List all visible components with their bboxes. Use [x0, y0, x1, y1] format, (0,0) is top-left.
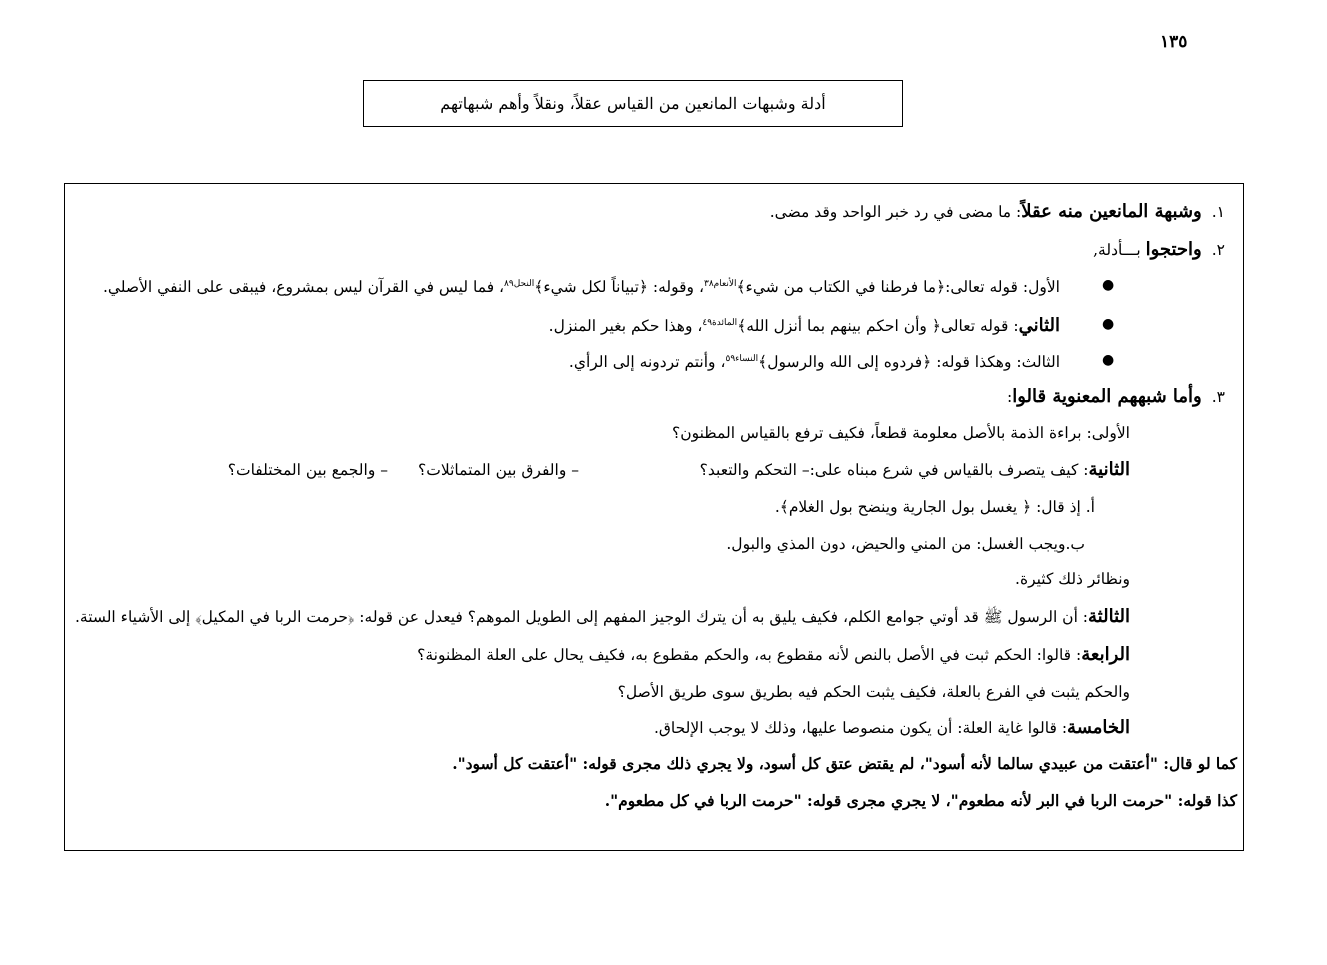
sub-item: ونظائر ذلك كثيرة.: [1015, 570, 1130, 588]
sub-text: : قالوا: الحكم ثبت في الأصل بالنص لأنه مقطوع به، والحكم مقطوع به، فكيف يحال على العلة المظنونة؟: [417, 646, 1082, 664]
verse-reference: النساء٥٩: [725, 354, 759, 364]
bullet-item: [103, 272, 1060, 299]
bullet-icon: ●: [1102, 352, 1115, 368]
bullet-heading: الثاني: [1018, 315, 1060, 337]
sub-column: – والفرق بين المتماثلات؟: [418, 461, 579, 479]
verse-reference: المائدة٤٩: [702, 318, 738, 328]
item-text: بـــأدلة,: [1093, 241, 1146, 259]
bullet-item: [549, 311, 1060, 338]
item-heading: واحتجوا: [1145, 239, 1202, 260]
sub-text: : أن الرسول ﷺ قد أوتي جوامع الكلم، فكيف يليق به أن يترك الوجيز المفهم إلى الطويل الموهم؟ فيعدل عن قوله: ﴿حرمت الربا في المكيل﴾ إلى الأشياء الستة.: [74, 608, 1089, 626]
sub-heading: الثالثة: [1088, 606, 1130, 627]
bullet-text: ، وأنتم تردونه إلى الرأي.: [568, 353, 726, 372]
bullet-heading: الثالث: [1021, 353, 1060, 372]
bullet-icon: ●: [1102, 316, 1115, 332]
page-number: ١٣٥: [1160, 32, 1188, 52]
sub-text: : كيف يتصرف بالقياس في شرع مبناه على:– التحكم والتعبد؟: [699, 461, 1089, 479]
verse-reference: النحل٨٩: [504, 279, 535, 289]
bullet-text: ، وهذا حكم بغير المنزل.: [548, 317, 703, 336]
list-item: [1007, 385, 1225, 409]
sub-item: كما لو قال: "أعتقت من عبيدي سالما لأنه أسود"، لم يقتض عتق كل أسود، ولا يجري ذلك مجرى قوله: "أعتقت كل أسود".: [452, 754, 1237, 773]
sub-item: ب.ويجب الغسل: من المني والحيض، دون المذي والبول.: [726, 535, 1085, 553]
item-heading: وشبهة المانعين منه عقلاً: [1021, 201, 1202, 222]
item-number: ٢.: [1211, 241, 1225, 259]
bullet-heading: الأول: [1028, 278, 1060, 297]
sub-item: الأولى: براءة الذمة بالأصل معلومة قطعاً، فكيف ترفع بالقياس المظنون؟: [672, 424, 1130, 442]
sub-item: والحكم يثبت في الفرع بالعلة، فكيف يثبت الحكم فيه بطريق سوى طريق الأصل؟: [617, 683, 1130, 701]
bullet-text: : وهكذا قوله: ﴿فردوه إلى الله والرسول﴾: [758, 353, 1022, 372]
verse-reference: الأنعام٣٨: [703, 279, 737, 289]
list-item: [1093, 238, 1225, 262]
bullet-icon: ●: [1102, 277, 1115, 293]
bullet-text: : قوله تعالى﴿ وأن احكم بينهم بما أنزل الله﴾: [737, 317, 1019, 336]
sub-text: : قالوا غاية العلة: أن يكون منصوصا عليها، وذلك لا يوجب الإلحاق.: [653, 719, 1068, 737]
sub-item: أ. إذ قال: ﴿ يغسل بول الجارية وينضح بول الغلام﴾.: [774, 498, 1095, 516]
sub-item: [75, 605, 1130, 629]
item-number: ٣.: [1211, 388, 1225, 406]
list-item: [770, 200, 1225, 224]
bullet-text: : قوله تعالى:﴿ما فرطنا في الكتاب من شيء﴾: [736, 278, 1029, 297]
page-title: أدلة وشبهات المانعين من القياس عقلاً، ونقلاً وأهم شبهاتهم: [363, 80, 903, 127]
sub-item: كذا قوله: "حرمت الربا في البر لأنه مطعوم"، لا يجري مجرى قوله: "حرمت الربا في كل مطعوم".: [604, 791, 1237, 810]
sub-heading: الرابعة: [1081, 644, 1130, 665]
bullet-item: [569, 347, 1060, 374]
bullet-text: ، فما ليس في القرآن ليس بمشروع، فيبقى على النفي الأصلي.: [102, 278, 505, 297]
item-text: : ما مضى في رد خبر الواحد وقد مضى.: [769, 203, 1022, 221]
sub-column: – والجمع بين المختلفات؟: [227, 461, 388, 479]
sub-item: [417, 643, 1130, 667]
item-text: :: [1006, 388, 1013, 406]
sub-item: [654, 716, 1130, 740]
bullet-text: ، وقوله: ﴿تبياناً لكل شيء﴾: [534, 278, 704, 297]
sub-heading: الخامسة: [1067, 717, 1130, 738]
item-number: ١.: [1211, 203, 1225, 221]
sub-heading: الثانية: [1088, 459, 1130, 480]
sub-item: [700, 458, 1130, 482]
item-heading: وأما شبههم المعنوية قالوا: [1012, 386, 1202, 407]
